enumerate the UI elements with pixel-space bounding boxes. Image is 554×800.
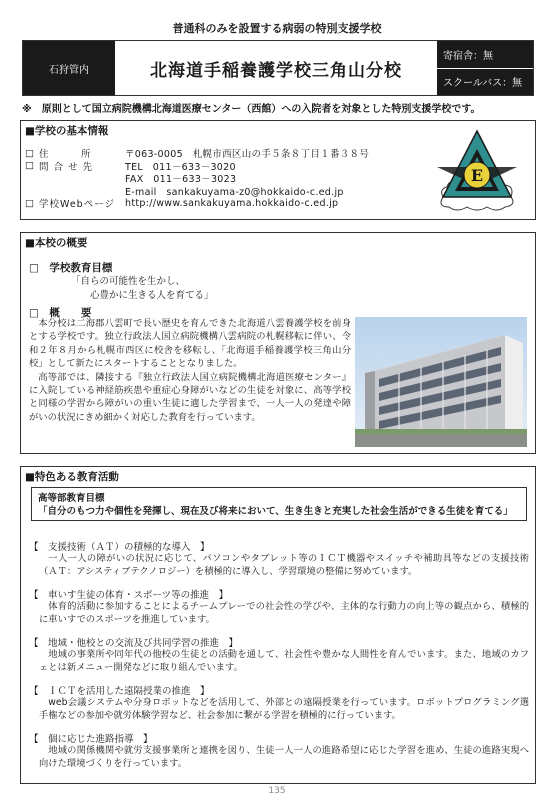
email-value[interactable]: E-mail sankakuyama-z0@hokkaido-c.ed.jp <box>125 186 344 198</box>
activity-item <box>29 587 529 626</box>
overview-heading: ■本校の概要 <box>25 237 88 249</box>
goal-line: 心豊かに生きる人を育てる」 <box>71 290 214 301</box>
activity-item <box>29 539 529 578</box>
activity-item <box>29 683 529 722</box>
document-subtitle: 普通科のみを設置する病弱の特別支援学校 <box>172 22 382 35</box>
fax-row <box>25 172 445 185</box>
activity-body: 地域の事業所や同年代の他校の生徒との活動を通して、社会性や豊かな人間性を育んでいます。また、地域のカフェとは新メニュー開発などに取り組んでいます。 <box>39 649 529 673</box>
basic-info-section <box>20 120 536 220</box>
activity-heading: 【 個に応じた進路指導 】 <box>29 734 153 745</box>
row-label: 住 所 <box>39 149 92 161</box>
basic-info-heading: ■学校の基本情報 <box>25 125 109 137</box>
tel-row <box>25 160 445 173</box>
admission-notice <box>22 100 534 115</box>
summary-text <box>29 317 351 424</box>
high-school-goal-box <box>31 487 527 521</box>
school-building-photo <box>355 317 527 447</box>
summary-paragraph: 本分校は二海郡八雲町で長い歴史を育んできた北海道八雲養護学校を前身とする学校です。独立行政法人国立病院機構八雲病院の札幌移転に伴い、令和２年８月から札幌市西区に校舎を移転し、「北海道手稲養護学校三角山分校」として新たにスタートすることとなりました。 <box>29 318 351 370</box>
activity-body: 体育的活動に参加することによるチームプレーでの社会性の学びや、主体的な行動力の向上等の観点から、積極的に車いすでのスポーツを推進しています。 <box>39 601 529 625</box>
summary-paragraph: 高等部では、隣接する『独立行政法人国立病院機構北海道医療センター』に入院している神経筋疾患や重症心身障がいなどの生徒を対象に、高等学校と同様の学習から障がいの重い生徒に適した学習まで、一人一人の発達や障がいの状況にきめ細かく対応した教育を行っています。 <box>29 371 351 423</box>
basic-info-list <box>25 147 445 210</box>
row-label: 問 合 せ 先 <box>39 161 94 173</box>
web-url[interactable]: http://www.sankakuyama.hokkaido-c.ed.jp <box>125 197 339 209</box>
summary-heading: □ 概 要 <box>29 307 92 319</box>
school-bus-label: スクールバス：無 <box>437 68 533 96</box>
goal-text <box>71 275 214 303</box>
school-header <box>22 40 534 96</box>
activity-heading: 【 支援技術（ＡＴ）の積極的な導入 】 <box>29 542 210 553</box>
row-bullet: □ <box>25 160 34 172</box>
web-row <box>25 197 445 210</box>
school-emblem-icon <box>435 127 519 213</box>
high-school-goal-text: 「自分のもつ力や個性を発揮し、現在及び将来において、生き生きと充実した社会生活ができる生徒を育てる」 <box>38 506 513 517</box>
school-name: 北海道手稲養護学校三角山分校 <box>150 60 402 81</box>
facility-info <box>437 41 533 95</box>
activity-body: 地域の関係機関や就労支援事業所と連携を図り、生徒一人一人の進路希望に応じた学習を進め、生徒の進路実現へ向けた環境づくりを行っています。 <box>39 745 529 769</box>
activity-heading: 【 車いす生徒の体育・スポーツ等の推進 】 <box>29 590 229 601</box>
area-label: 石狩管内 <box>23 41 115 95</box>
activity-body: web会議システムや分身ロボットなどを活用して、外部との遠隔授業を行っています。ロボットプログラミング選手権などの参加や就労体験学習など、社会参加に繋がる学習を積極的に行っています。 <box>39 697 529 721</box>
fax-value: FAX 011－633－3023 <box>125 174 237 186</box>
activity-item <box>29 731 529 770</box>
address-value: 〒063-0005 札幌市西区山の手５条８丁目１番３８号 <box>125 149 370 161</box>
notice-text: 原則として国立病院機構北海道医療センター（西館）への入院者を対象とした特別支援学校です。 <box>41 104 481 115</box>
row-bullet: □ <box>25 147 34 159</box>
activities-heading: ■特色ある教育活動 <box>25 471 119 483</box>
row-label: 学校Webページ <box>39 199 116 211</box>
address-row <box>25 147 445 160</box>
activity-heading: 【 地域・他校との交流及び共同学習の推進 】 <box>29 638 239 649</box>
activity-list <box>29 539 529 779</box>
emblem-letter: E <box>470 166 484 185</box>
goal-line: 「自らの可能性を生かし、 <box>71 276 186 287</box>
tel-value: TEL 011－633－3020 <box>125 161 236 173</box>
activities-section <box>20 466 536 784</box>
goal-heading: □ 学校教育目標 <box>29 262 113 274</box>
note-mark: ※ <box>22 104 32 115</box>
dormitory-label: 寄宿舎：無 <box>437 41 533 68</box>
email-row <box>25 185 445 198</box>
activity-body: 一人一人の障がいの状況に応じて、パソコンやタブレット等のＩＣＴ機器やスイッチや補助具等などの支援技術（ＡＴ：アシスティブテクノロジー）を積極的に導入し、学習環境の整備に努めています。 <box>39 553 529 577</box>
row-bullet: □ <box>25 197 34 209</box>
activity-heading: 【 ＩＣＴを活用した遠隔授業の推進 】 <box>29 686 210 697</box>
activity-item <box>29 635 529 674</box>
page-number: 135 <box>268 786 286 796</box>
high-school-goal-title: 高等部教育目標 <box>38 493 105 504</box>
overview-section <box>20 232 536 454</box>
